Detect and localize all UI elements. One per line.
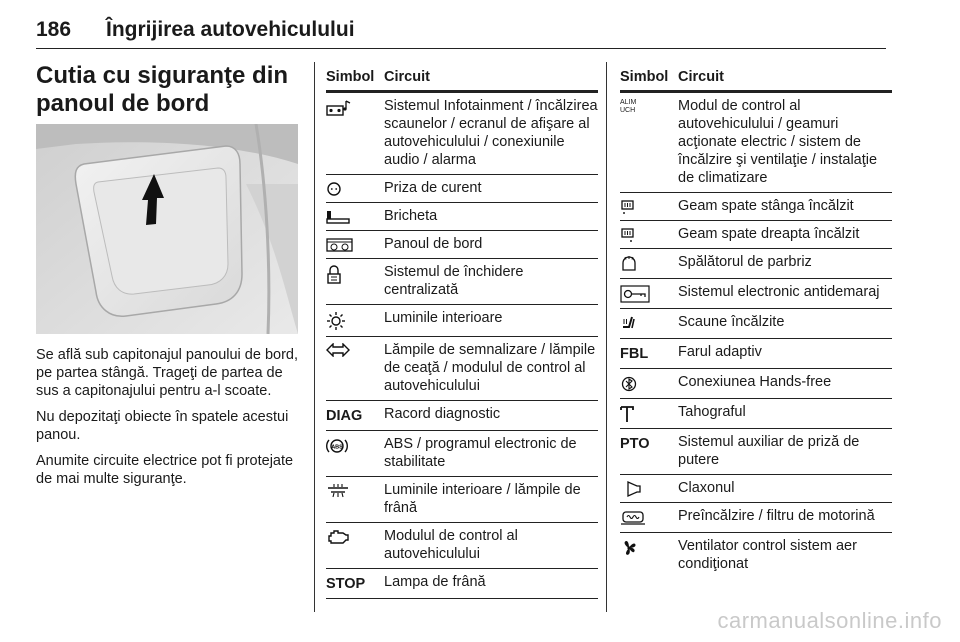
col-symbol-header: Simbol <box>326 69 375 85</box>
windscreen-washer-icon <box>620 255 638 273</box>
circuit-text: Conexiunea Hands-free <box>678 374 832 390</box>
circuit-text: Tahograful <box>678 404 746 420</box>
circuit-text: Geam spate stânga încălzit <box>678 198 854 214</box>
page-number: 186 <box>36 18 72 41</box>
tachograph-icon <box>620 405 634 423</box>
symbol-text: PTO <box>620 436 650 452</box>
table-row <box>326 305 598 337</box>
turn-signal-icon <box>326 343 350 357</box>
table-row <box>620 475 892 503</box>
hands-free-icon <box>620 375 638 393</box>
table-row <box>620 93 892 193</box>
table-row <box>620 533 892 578</box>
table-row <box>326 477 598 523</box>
table-row <box>326 175 598 203</box>
circuit-text: Sistemul de închidere centralizată <box>384 264 524 298</box>
circuit-text: Lampa de frână <box>384 574 486 590</box>
circuit-text: Priza de curent <box>384 180 482 196</box>
interior-brake-light-icon <box>326 483 350 499</box>
interior-light-icon <box>326 311 346 331</box>
fuse-box-cover-image <box>36 124 298 334</box>
table-row <box>326 231 598 259</box>
circuit-text: ABS / programul electronic de stabilitate <box>384 436 577 470</box>
col-circuit-header: Circuit <box>678 69 724 85</box>
column-divider-2 <box>606 62 607 612</box>
section-title-line2: panoul de bord <box>36 90 210 117</box>
circuit-text: Luminile interioare / lămpile de frână <box>384 482 581 516</box>
page-title: Îngrijirea autovehiculului <box>106 18 355 41</box>
alim-uch-label: ALIM UCH <box>620 99 637 114</box>
table-row <box>620 221 892 249</box>
circuit-text: Luminile interioare <box>384 310 503 326</box>
table-row <box>620 193 892 221</box>
circuit-text: Racord diagnostic <box>384 406 501 422</box>
symbol-text: STOP <box>326 576 366 592</box>
engine-control-icon <box>326 529 350 547</box>
glow-plug-icon <box>620 509 646 527</box>
table-row <box>620 309 892 339</box>
fuse-table-left <box>326 66 598 599</box>
circuit-text: Bricheta <box>384 208 438 224</box>
circuit-text: Farul adaptiv <box>678 344 762 360</box>
circuit-text: Lămpile de semnalizare / lămpile de ceaţă / modulul de control al autovehiculului <box>384 342 596 394</box>
fuse-box-cover-photo <box>36 124 298 334</box>
table-header <box>620 66 892 93</box>
left-column <box>36 62 298 487</box>
table-row <box>620 249 892 279</box>
page-header <box>36 12 886 49</box>
symbol-text: FBL <box>620 346 649 362</box>
table-row <box>620 339 892 369</box>
instrument-panel-icon <box>326 237 354 253</box>
col-circuit-header: Circuit <box>384 69 430 85</box>
infotainment-icon <box>326 99 352 117</box>
table-header <box>326 66 598 93</box>
fan-icon <box>620 539 638 557</box>
central-locking-icon <box>326 265 342 285</box>
paragraph-3: Anumite circuite electrice pot fi protejate de mai multe siguranţe. <box>36 453 294 487</box>
table-row <box>326 203 598 231</box>
table-row <box>620 399 892 429</box>
circuit-text: Preîncălzire / filtru de motorină <box>678 508 875 524</box>
power-outlet-icon <box>326 181 344 197</box>
table-row <box>326 569 598 599</box>
section-body <box>36 346 298 496</box>
section-title <box>36 62 298 118</box>
heated-rear-window-left-icon <box>620 199 636 215</box>
circuit-text: Scaune încălzite <box>678 314 785 330</box>
section-title-line1: Cutia cu siguranţe din <box>36 62 289 89</box>
immobiliser-key-icon <box>620 285 650 303</box>
fuse-table-right <box>620 66 892 578</box>
table-row <box>620 429 892 475</box>
circuit-text: Modul de control al autovehiculului / geamuri acţionate electric / sistem de încălzire şi ventilaţie / instalaţie de climatizare <box>678 98 878 186</box>
circuit-text: Sistemul electronic antidemaraj <box>678 284 880 300</box>
table-row <box>326 93 598 175</box>
paragraph-2: Nu depozitaţi obiecte în spatele acestui panou. <box>36 409 289 443</box>
table-row <box>326 337 598 401</box>
heated-seat-icon <box>620 315 638 333</box>
column-divider-1 <box>314 62 315 612</box>
paragraph-1: Se află sub capitonajul panoului de bord, pe partea stângă. Trageţi de partea de sus a capitonajului pentru a-l scoate. <box>36 347 298 399</box>
circuit-text: Geam spate dreapta încălzit <box>678 226 860 242</box>
col-symbol-header: Simbol <box>620 69 669 85</box>
circuit-text: Claxonul <box>678 480 735 496</box>
horn-icon <box>620 481 642 497</box>
cigarette-lighter-icon <box>326 209 352 225</box>
circuit-text: Spălătorul de parbriz <box>678 254 812 270</box>
table-row <box>620 369 892 399</box>
watermark: carmanualsonline.info <box>717 608 942 633</box>
symbol-text: DIAG <box>326 408 363 424</box>
table-row <box>326 523 598 569</box>
svg-text:ABS: ABS <box>331 444 343 451</box>
heated-rear-window-right-icon <box>620 227 636 243</box>
circuit-text: Ventilator control sistem aer condiţionat <box>678 538 857 572</box>
table-row <box>326 401 598 431</box>
circuit-text: Panoul de bord <box>384 236 483 252</box>
table-row <box>326 259 598 305</box>
circuit-text: Sistemul Infotainment / încălzirea scaunelor / ecranul de afişare al autovehiculului / conexiunile audio / alarma <box>384 98 598 168</box>
circuit-text: Modulul de control al autovehiculului <box>384 528 518 562</box>
table-row <box>620 503 892 533</box>
table-row <box>620 279 892 309</box>
circuit-text: Sistemul auxiliar de priză de putere <box>678 434 860 468</box>
table-row <box>326 431 598 477</box>
abs-icon <box>326 437 348 455</box>
